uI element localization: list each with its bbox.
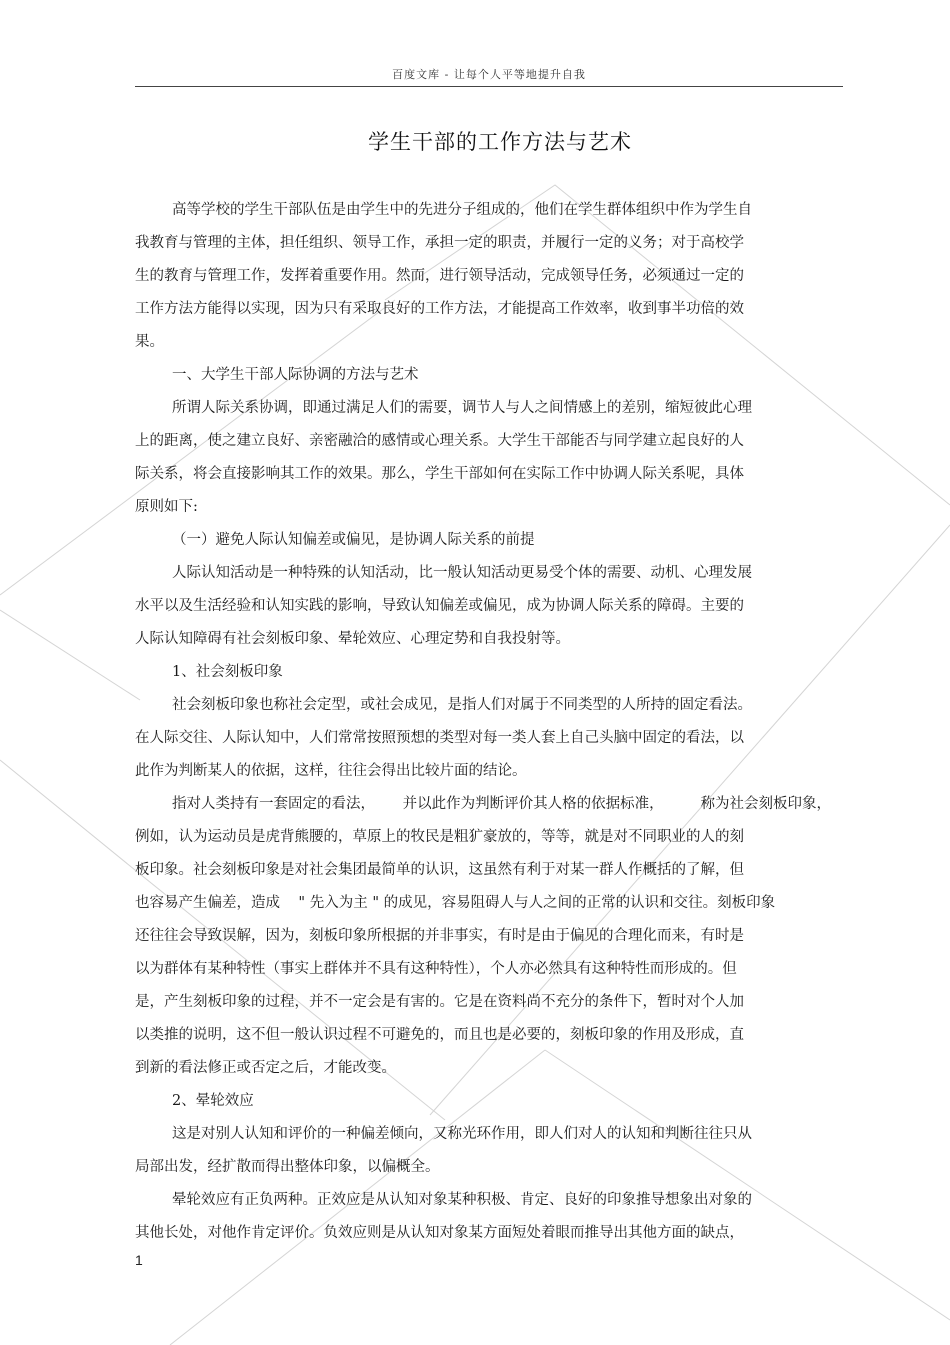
paragraph-line: 是，产生刻板印象的过程，并不一定会是有害的。它是在资料尚不充分的条件下，暂时对个人加 xyxy=(135,994,744,1010)
paragraph-line: 局部出发，经扩散而得出整体印象，以偏概全。 xyxy=(135,1159,440,1175)
paragraph-line: 人际认知障碍有社会刻板印象、晕轮效应、心理定势和自我投射等。 xyxy=(135,631,570,647)
paragraph-line: 果。 xyxy=(135,334,164,350)
paragraph-line: 以类推的说明，这不但一般认识过程不可避免的，而且也是必要的，刻板印象的作用及形成，直 xyxy=(135,1027,744,1043)
paragraph-line: 此作为判断某人的依据，这样，往往会得出比较片面的结论。 xyxy=(135,763,527,779)
paragraph-line: 生的教育与管理工作，发挥着重要作用。然而，进行领导活动，完成领导任务，必须通过一定的 xyxy=(135,268,744,284)
paragraph-line: 板印象。社会刻板印象是对社会集团最简单的认识，这虽然有利于对某一群人作概括的了解，但 xyxy=(135,862,744,878)
paragraph-line: 上的距离，使之建立良好、亲密融洽的感情或心理关系。大学生干部能否与同学建立起良好的人 xyxy=(135,433,744,449)
subsection-heading: （一）避免人际认知偏差或偏见，是协调人际关系的前提 xyxy=(172,532,535,548)
paragraph-line: 我教育与管理的主体，担任组织、领导工作，承担一定的职责，并履行一定的义务；对于高校学 xyxy=(135,235,744,251)
paragraph-line: 人际认知活动是一种特殊的认知活动，比一般认知活动更易受个体的需要、动机、心理发展 xyxy=(172,565,752,581)
header-divider xyxy=(135,86,843,87)
page-number: 1 xyxy=(135,1252,143,1268)
paragraph-line: 指对人类持有一套固定的看法， 并以此作为判断评价其人格的依据标准， 称为社会刻板印象， xyxy=(172,796,832,812)
paragraph-line: 还往往会导致误解，因为，刻板印象所根据的并非事实，有时是由于偏见的合理化而来，有时是 xyxy=(135,928,744,944)
paragraph-line: 水平以及生活经验和认知实践的影响，导致认知偏差或偏见，成为协调人际关系的障碍。主要的 xyxy=(135,598,744,614)
item-heading: 2、晕轮效应 xyxy=(172,1093,254,1109)
paragraph-line: 例如，认为运动员是虎背熊腰的，草原上的牧民是粗犷豪放的，等等，就是对不同职业的人的刻 xyxy=(135,829,744,845)
document-title: 学生干部的工作方法与艺术 xyxy=(368,130,632,154)
paragraph-line: 这是对别人认知和评价的一种偏差倾向，又称光环作用，即人们对人的认知和判断往往只从 xyxy=(172,1126,752,1142)
item-heading: 1、社会刻板印象 xyxy=(172,664,283,680)
paragraph-line: 其他长处，对他作肯定评价。负效应则是从认知对象某方面短处着眼而推导出其他方面的缺点， xyxy=(135,1225,744,1241)
paragraph-line: 到新的看法修正或否定之后，才能改变。 xyxy=(135,1060,396,1076)
paragraph-line: 晕轮效应有正负两种。正效应是从认知对象某种积极、肯定、良好的印象推导想象出对象的 xyxy=(172,1192,752,1208)
paragraph-line: 工作方法方能得以实现，因为只有采取良好的工作方法，才能提高工作效率，收到事半功倍的效 xyxy=(135,301,744,317)
paragraph-line: 高等学校的学生干部队伍是由学生中的先进分子组成的，他们在学生群体组织中作为学生自 xyxy=(172,202,752,218)
document-body xyxy=(135,194,835,1250)
paragraph-line: 社会刻板印象也称社会定型，或社会成见，是指人们对属于不同类型的人所持的固定看法。 xyxy=(172,697,752,713)
section-heading: 一、大学生干部人际协调的方法与艺术 xyxy=(172,367,419,383)
paragraph-line: 以为群体有某种特性（事实上群体并不具有这种特性），个人亦必然具有这种特性而形成的。但 xyxy=(135,961,737,977)
paragraph-line: 也容易产生偏差，造成 " 先入为主 " 的成见，容易阻碍人与人之间的正常的认识和交往。刻板印象 xyxy=(135,895,776,911)
page-header: 百度文库 - 让每个人平等地提升自我 xyxy=(392,68,586,81)
paragraph-line: 所谓人际关系协调，即通过满足人们的需要，调节人与人之间情感上的差别，缩短彼此心理 xyxy=(172,400,752,416)
paragraph-line: 际关系，将会直接影响其工作的效果。那么，学生干部如何在实际工作中协调人际关系呢，具体 xyxy=(135,466,744,482)
paragraph-line: 在人际交往、人际认知中，人们常常按照预想的类型对每一类人套上自己头脑中固定的看法，以 xyxy=(135,730,744,746)
paragraph-line: 原则如下: xyxy=(135,499,198,515)
